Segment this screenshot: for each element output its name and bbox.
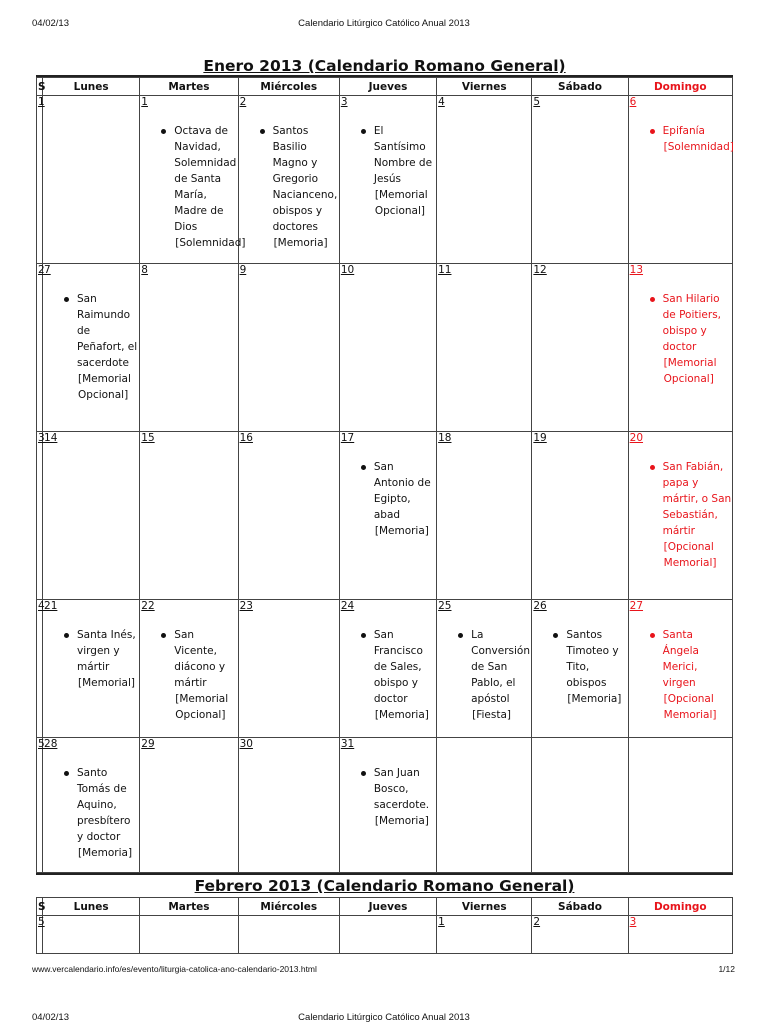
header-friday: Viernes [437,78,532,96]
event-text: La Conversión de San Pablo, el apóstol [471,629,530,705]
header-monday: Lunes [43,78,140,96]
day-number-link[interactable]: 18 [438,432,452,444]
sunday-cell-empty [628,738,732,873]
day-number-link[interactable]: 19 [533,432,547,444]
event-rank: [Opcional Memorial] [663,541,717,569]
event-text: San Raimundo de Peñafort, el sacerdote [77,293,138,369]
print-doc-title: Calendario Litúrgico Católico Anual 2013 [298,1012,470,1023]
event-text: San Vicente, diácono y mártir [174,629,226,689]
day-number-link[interactable]: 25 [438,600,452,612]
day-cell-empty [238,916,339,954]
header-wednesday: Miércoles [238,78,339,96]
week-number-link[interactable]: 5 [38,916,45,928]
event-item [629,291,732,387]
january-calendar-title: Enero 2013 (Calendario Romano General) [203,57,566,75]
day-cell [437,96,532,264]
event-item [340,459,436,539]
day-cell [339,264,436,432]
day-number-link[interactable]: 17 [340,432,355,444]
event-rank: [Memorial Opcional] [175,693,229,721]
event-text: San Antonio de Egipto, abad [373,461,431,521]
print-date: 04/02/13 [32,1012,69,1023]
event-item [43,291,139,403]
day-cell [532,916,628,954]
day-cell-empty [437,738,532,873]
event-item [629,627,732,723]
day-number-link[interactable]: 12 [533,264,547,276]
header-thursday: Jueves [339,78,436,96]
event-item [43,765,139,861]
day-number-link[interactable]: 23 [239,600,253,612]
week-number-link[interactable]: 3 [38,432,45,444]
day-cell [238,738,339,873]
day-number-link[interactable]: 6 [629,96,637,108]
week-row-4 [37,600,733,738]
day-cell [532,96,628,264]
day-number-link[interactable]: 9 [239,264,247,276]
week-col-header: S [37,898,43,916]
event-rank: [Solemnidad] [663,141,734,153]
week-row-1 [37,96,733,264]
day-number-link[interactable]: 16 [239,432,253,444]
sunday-cell [628,264,732,432]
header-monday: Lunes [43,898,140,916]
day-cell [140,738,238,873]
event-item [340,627,436,723]
day-number-link[interactable]: 22 [141,600,155,612]
day-cell [437,432,532,600]
event-item [437,627,531,723]
day-number-link[interactable]: 28 [44,738,58,750]
event-text: Santa Ángela Merici, virgen [662,629,699,689]
january-calendar-table [36,77,733,873]
day-cell-empty [43,916,140,954]
day-number-link[interactable]: 15 [141,432,155,444]
event-rank: [Memoria] [374,815,429,827]
day-cell [43,600,140,738]
event-rank: [Memoria] [567,693,622,705]
day-cell [437,600,532,738]
event-rank: [Memorial Opcional] [374,189,428,217]
event-item [340,123,436,219]
event-rank: [Memorial Opcional] [663,357,717,385]
event-item [629,123,732,155]
day-number-link[interactable]: 21 [44,600,58,612]
day-number-link[interactable]: 5 [533,96,541,108]
day-number-link[interactable]: 31 [340,738,355,750]
event-rank: [Opcional Memorial] [663,693,717,721]
day-cell [238,264,339,432]
event-rank: [Fiesta] [472,709,511,721]
event-rank: [Memoria] [273,237,328,249]
week-row-3 [37,432,733,600]
week-row-2 [37,264,733,432]
day-number-link[interactable]: 14 [44,432,58,444]
day-cell [339,600,436,738]
event-item [43,627,139,691]
day-cell [238,432,339,600]
print-date: 04/02/13 [32,18,69,29]
day-number-link[interactable]: 1 [141,96,148,108]
day-number-link[interactable]: 10 [340,264,355,276]
day-number-link[interactable]: 3 [340,96,348,108]
sunday-cell [628,96,732,264]
event-item [140,123,246,251]
day-cell [43,738,140,873]
event-text: Santa Inés, virgen y mártir [77,629,136,673]
day-cell [140,264,238,432]
day-cell [140,96,246,264]
day-cell [140,432,238,600]
sunday-cell [628,916,732,954]
event-item [629,459,732,571]
day-number-link[interactable]: 4 [438,96,445,108]
day-cell [238,600,339,738]
header-tuesday: Martes [140,78,238,96]
day-cell-empty [43,96,140,264]
february-calendar-table [36,897,733,954]
header-saturday: Sábado [532,898,628,916]
header-sunday: Domingo [628,898,732,916]
sunday-cell [628,600,732,738]
event-item [140,627,237,723]
event-item [340,765,436,829]
day-number-link[interactable]: 2 [239,96,247,108]
event-text: San Fabián, papa y mártir, o San Sebastián, mártir [662,461,732,537]
weekday-header-row [37,898,733,916]
day-cell [339,96,436,264]
event-text: San Hilario de Poitiers, obispo y doctor [662,293,722,353]
event-rank: [Solemnidad] [175,237,246,249]
event-text: San Juan Bosco, sacerdote. [373,767,430,811]
day-number-link[interactable]: 24 [340,600,355,612]
event-item [239,123,339,251]
event-item [532,627,627,707]
header-wednesday: Miércoles [238,898,339,916]
week-row-5 [37,738,733,873]
event-text: Santos Basilio Magno y Gregorio Nacianceno, obispos y doctores [272,125,338,233]
day-cell [339,738,436,873]
day-cell [532,432,628,600]
week-number-link[interactable]: 2 [38,264,45,276]
event-rank: [Memorial] [78,677,135,689]
day-number-link[interactable]: 13 [629,264,644,276]
day-cell [43,264,140,432]
day-cell [532,264,628,432]
event-rank: [Memoria] [374,525,429,537]
day-number-link[interactable]: 2 [533,916,541,928]
event-text: El Santísimo Nombre de Jesús [373,125,433,185]
day-number-link[interactable]: 26 [533,600,547,612]
day-number-link[interactable]: 1 [438,916,445,928]
page-number: 1/12 [718,964,735,974]
week-number-link[interactable]: 5 [38,738,45,750]
day-number-link[interactable]: 8 [141,264,148,276]
weekday-header-row [37,78,733,96]
event-text: Santo Tomás de Aquino, presbítero y doctor [77,767,131,843]
event-text: Octava de Navidad, Solemnidad de Santa María, Madre de Dios [174,125,237,233]
header-sunday: Domingo [628,78,732,96]
header-thursday: Jueves [339,898,436,916]
header-friday: Viernes [437,898,532,916]
event-text: Epifanía [662,125,705,137]
event-text: Santos Timoteo y Tito, obispos [566,629,619,689]
event-rank: [Memoria] [374,709,429,721]
sunday-cell [628,432,732,600]
day-cell-empty [532,738,628,873]
day-number-link[interactable]: 20 [629,432,644,444]
day-cell [238,96,339,264]
event-text: San Francisco de Sales, obispo y doctor [373,629,423,705]
day-number-link[interactable]: 27 [629,600,644,612]
event-rank: [Memorial Opcional] [78,373,131,401]
day-cell [140,600,238,738]
week-row-1 [37,916,733,954]
day-cell [437,916,532,954]
day-cell [437,264,532,432]
print-doc-title: Calendario Litúrgico Católico Anual 2013 [298,18,470,29]
day-number-link[interactable]: 30 [239,738,253,750]
day-number-link[interactable]: 7 [44,264,51,276]
week-number-link[interactable]: 1 [38,96,45,108]
day-cell-empty [140,916,238,954]
february-calendar-title: Febrero 2013 (Calendario Romano General) [194,877,575,895]
title-rule [36,873,733,875]
day-number-link[interactable]: 29 [141,738,155,750]
day-number-link[interactable]: 3 [629,916,637,928]
header-saturday: Sábado [532,78,628,96]
week-col-header: S [37,78,43,96]
day-cell [339,432,436,600]
day-cell-empty [339,916,436,954]
week-number-link[interactable]: 4 [38,600,45,612]
day-number-link[interactable]: 11 [438,264,452,276]
header-tuesday: Martes [140,898,238,916]
day-cell [43,432,140,600]
event-rank: [Memoria] [78,847,133,859]
page-url: www.vercalendario.info/es/evento/liturgia-catolica-ano-calendario-2013.html [32,964,317,974]
day-cell [532,600,628,738]
